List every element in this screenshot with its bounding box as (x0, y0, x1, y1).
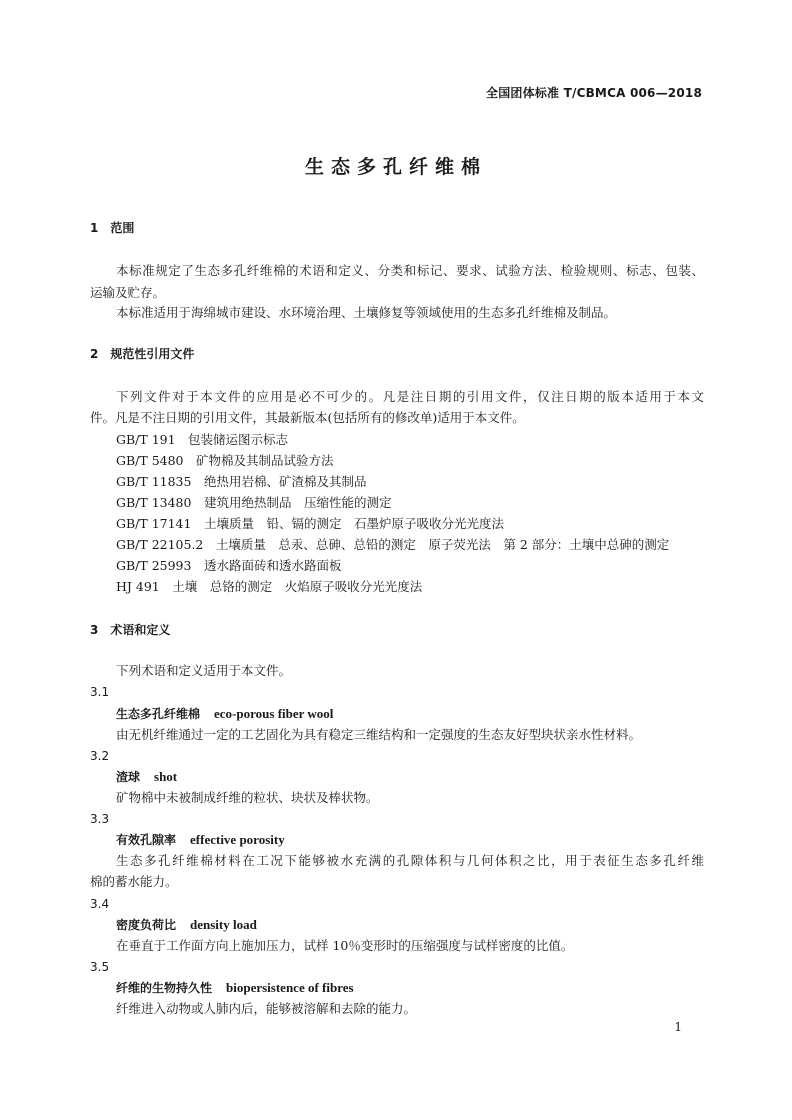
term-chinese: 密度负荷比 (116, 918, 177, 932)
term-definition: 纤维进入动物或人肺内后，能够被溶解和去除的能力。 (116, 1001, 417, 1016)
section-3-intro: 下列术语和定义适用于本文件。 (116, 663, 292, 678)
reference-item: HJ 491 土壤 总铬的测定 火焰原子吸收分光光度法 (116, 579, 423, 594)
term-english: density load (190, 917, 257, 932)
reference-item: GB/T 5480 矿物棉及其制品试验方法 (116, 453, 334, 468)
reference-item: GB/T 13480 建筑用绝热制品 压缩性能的测定 (116, 495, 392, 510)
reference-item: GB/T 11835 绝热用岩棉、矿渣棉及其制品 (116, 474, 367, 489)
term-number: 3.1 (90, 685, 110, 699)
standard-number: 全国团体标准 T/CBMCA 006—2018 (486, 86, 702, 100)
term-number: 3.3 (90, 812, 110, 826)
term-definition: 矿物棉中未被制成纤维的粒状、块状及棒状物。 (116, 790, 379, 805)
term-english: biopersistence of fibres (226, 980, 354, 995)
section-2-heading: 2 规范性引用文件 (90, 347, 195, 361)
term-chinese: 有效孔隙率 (116, 833, 177, 847)
term-chinese: 渣球 (116, 770, 141, 784)
term-definition-continued: 棉的蓄水能力。 (90, 874, 178, 889)
section-3-heading: 3 术语和定义 (90, 623, 171, 637)
term-chinese: 纤维的生物持久性 (116, 981, 213, 995)
term-english: eco-porous fiber wool (214, 706, 334, 721)
term-title (116, 705, 333, 723)
reference-item: GB/T 17141 土壤质量 铅、镉的测定 石墨炉原子吸收分光光度法 (116, 516, 504, 531)
term-definition: 在垂直于工作面方向上施加压力，试样 10％变形时的压缩强度与试样密度的比值。 (116, 938, 574, 953)
section-1-paragraph-2: 本标准适用于海绵城市建设、水环境治理、土壤修复等领域使用的生态多孔纤维棉及制品。 (116, 305, 617, 320)
term-definition: 生态多孔纤维棉材料在工况下能够被水充满的孔隙体积与几何体积之比，用于表征生态多孔纤维 (116, 853, 704, 868)
term-number: 3.5 (90, 960, 110, 974)
term-title (116, 979, 354, 997)
reference-item: GB/T 191 包装储运图示标志 (116, 432, 289, 447)
section-1-heading: 1 范围 (90, 221, 135, 235)
term-chinese: 生态多孔纤维棉 (116, 707, 201, 721)
document-title: 生态多孔纤维棉 (304, 156, 487, 178)
section-1-paragraph-1-line-1: 本标准规定了生态多孔纤维棉的术语和定义、分类和标记、要求、试验方法、检验规则、标志、包装、 (116, 263, 704, 278)
reference-item: GB/T 25993 透水路面砖和透水路面板 (116, 558, 342, 573)
term-title (116, 768, 177, 786)
page-number: 1 (674, 1020, 682, 1034)
term-definition: 由无机纤维通过一定的工艺固化为具有稳定三维结构和一定强度的生态友好型块状亲水性材料。 (116, 727, 642, 742)
term-title (116, 916, 257, 934)
section-2-paragraph-line-1: 下列文件对于本文件的应用是必不可少的。凡是注日期的引用文件，仅注日期的版本适用于本文 (116, 389, 704, 404)
term-english: shot (154, 769, 178, 784)
section-1-paragraph-1-line-2: 运输及贮存。 (90, 285, 166, 300)
term-number: 3.2 (90, 749, 110, 763)
term-number: 3.4 (90, 897, 110, 911)
reference-item: GB/T 22105.2 土壤质量 总汞、总砷、总铅的测定 原子荧光法 第 2 部分：土壤中总砷的测定 (116, 537, 670, 552)
term-english: effective porosity (190, 832, 285, 847)
section-2-paragraph-line-2: 件。凡是不注日期的引用文件，其最新版本(包括所有的修改单)适用于本文件。 (90, 410, 525, 425)
term-title (116, 831, 285, 849)
